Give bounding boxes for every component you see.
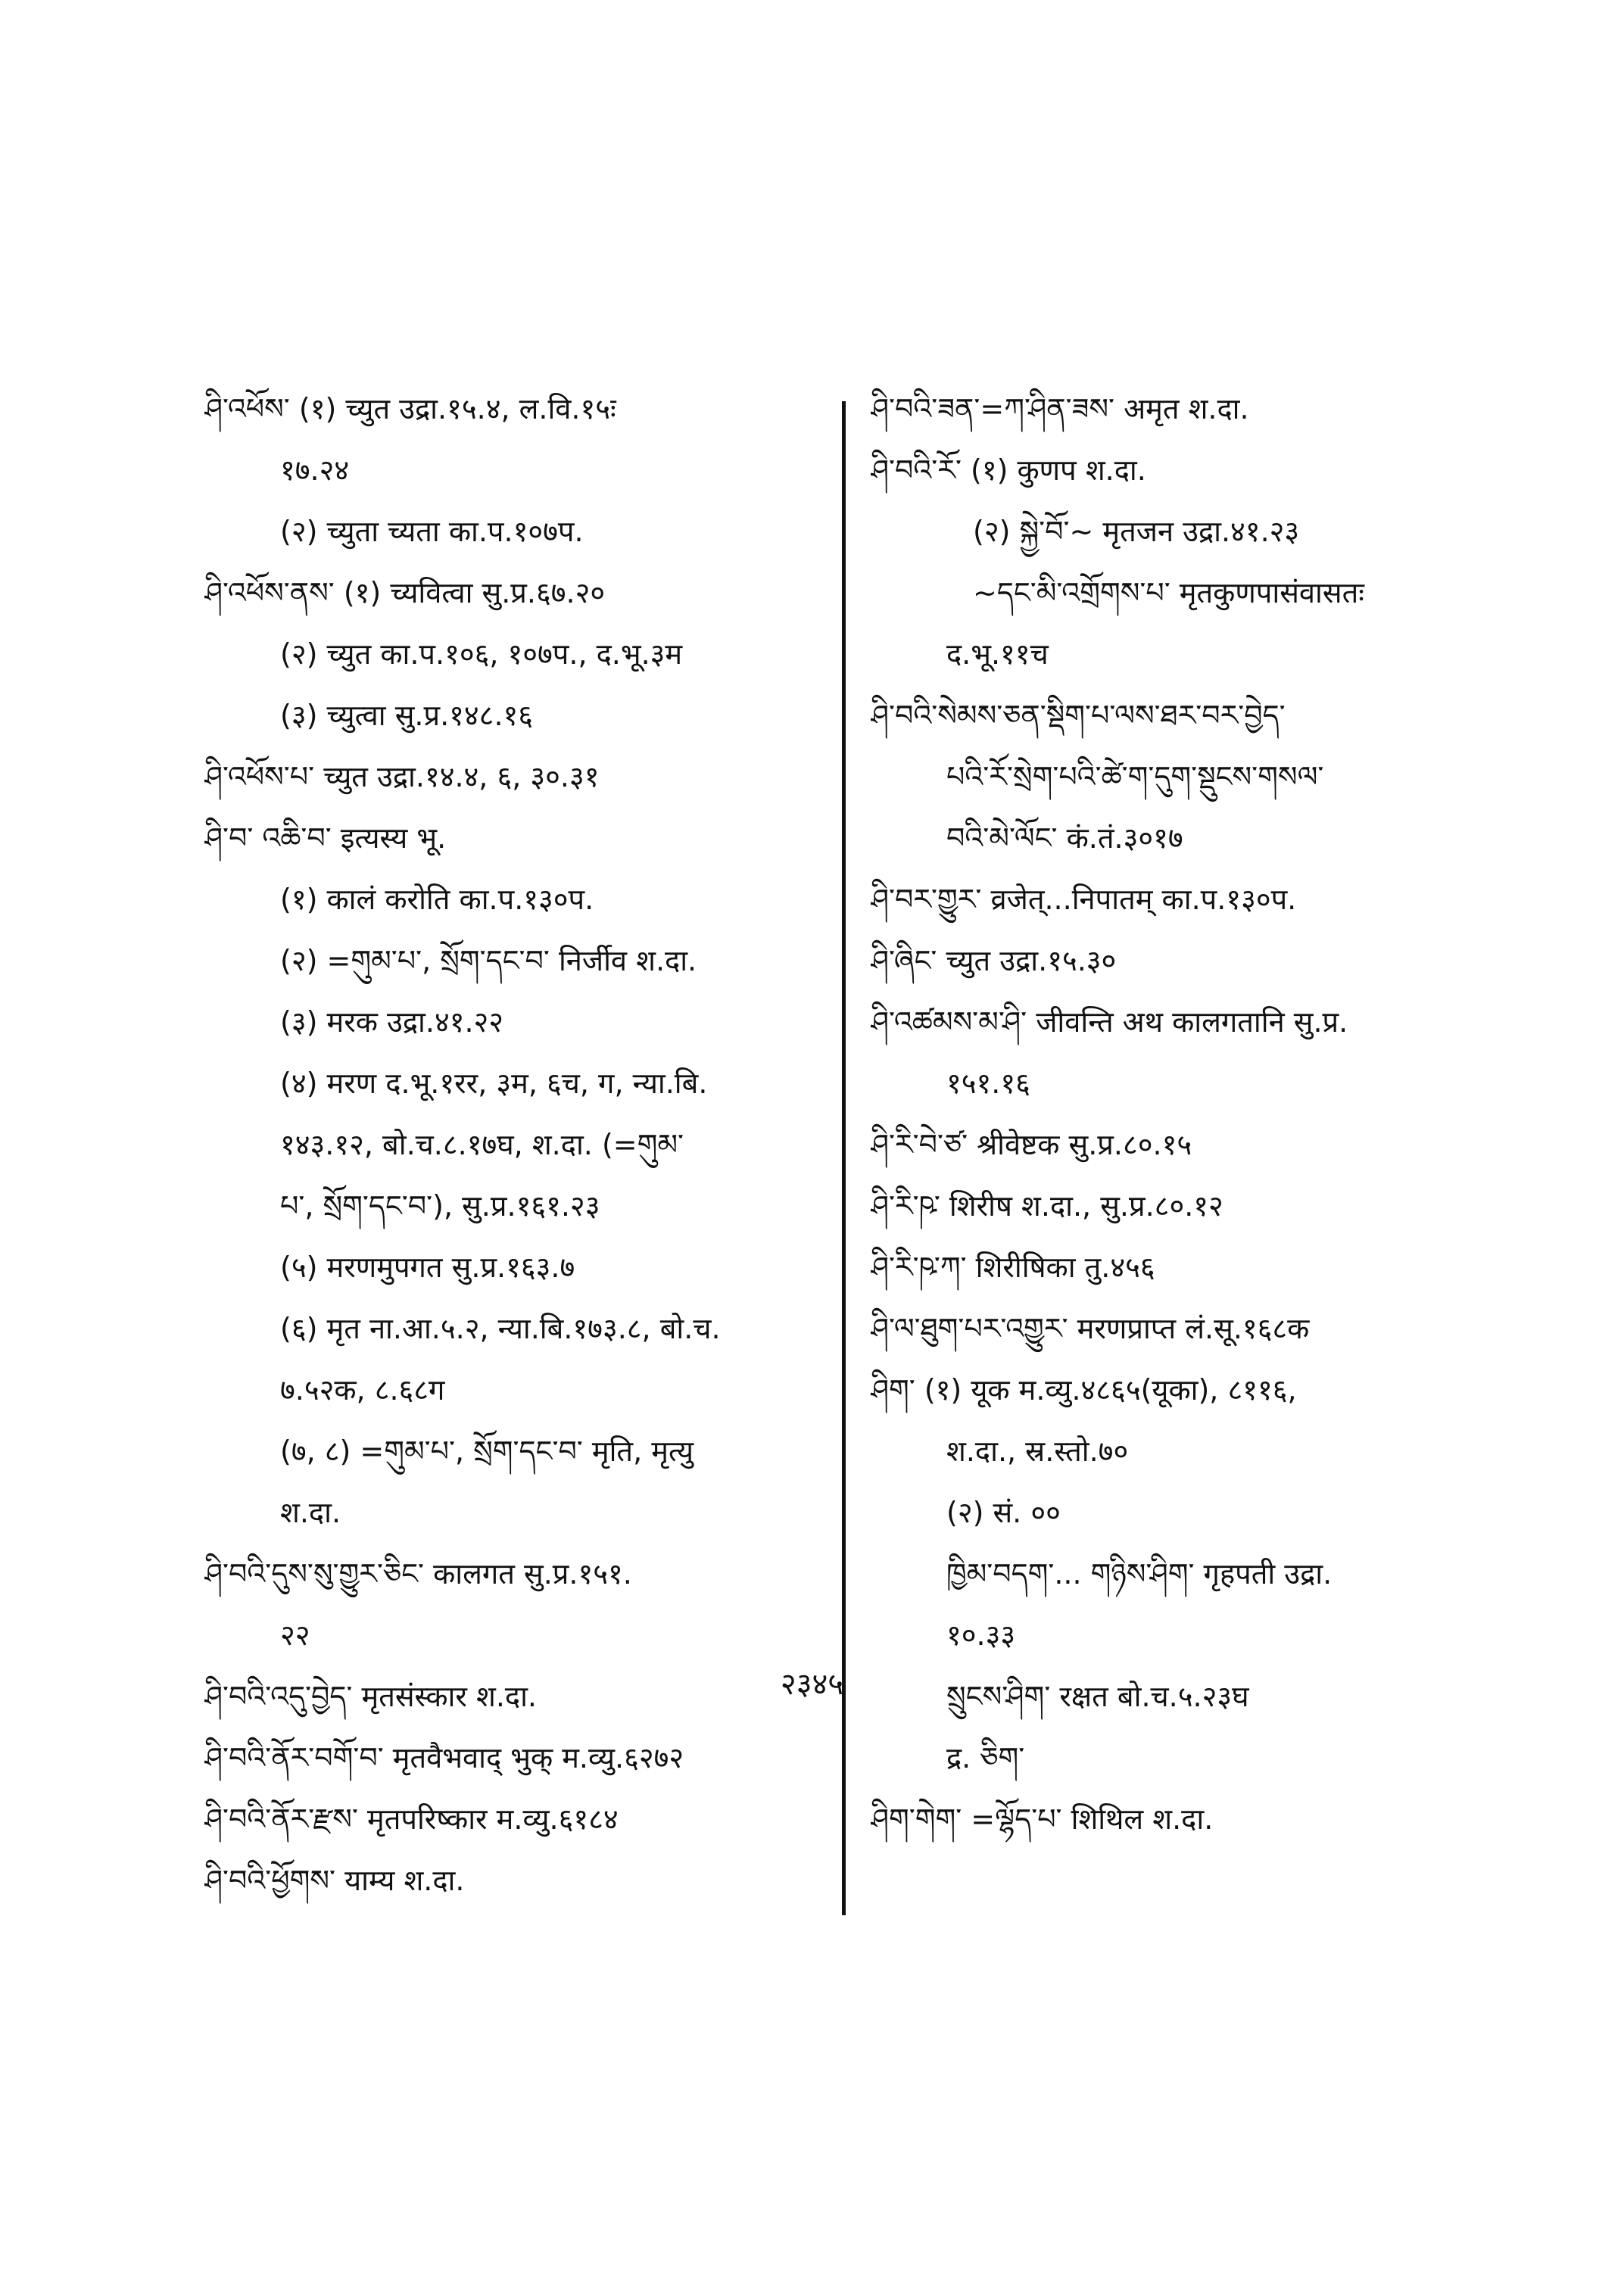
dictionary-line: (२) सं. ०० [946, 1495, 1061, 1529]
dictionary-line: ~དང་མི་འགྲོགས་པ་ मृतकुणपासंवासतः [973, 575, 1364, 609]
dictionary-line: २२ [280, 1618, 310, 1652]
dictionary-line: (२) च्युता च्यता का.प.१०७प. [280, 514, 584, 548]
dictionary-line: (३) मरक उद्रा.४१.२२ [280, 1005, 504, 1039]
page-number: २३४५ [780, 1667, 844, 1702]
dictionary-line: ཤིག་གེག་ =ལྷོད་པ་ शिथिल श.दा. [871, 1802, 1214, 1836]
dictionary-line: ཤི་འཕོས་ (१) च्युत उद्रा.१५.४, ल.वि.१५ः [204, 391, 616, 425]
dictionary-line: (२) སྐྱེ་བོ་~ मृतजन उद्रा.४१.२३ [973, 514, 1300, 548]
dictionary-line: ཤི་བ་ འཆི་བ་ इत्यस्य भू. [204, 821, 447, 855]
dictionary-line: (१) कालं करोति का.प.१३०प. [280, 882, 594, 916]
dictionary-line: པའི་རོ་སྲེག་པའི་ཚེ་ག་དུག་སྡུངས་གསལ་ [946, 759, 1324, 793]
dictionary-line: १७.२४ [280, 453, 350, 487]
dictionary-line: ཤི་བའི་སེམས་ཅན་སྡིག་པ་ལས་ཐར་བར་བྱེད་ [871, 698, 1286, 732]
dictionary-line: (२) =གུམ་པ་, སྲོག་དང་བ་ निर्जीव श.दा. [280, 943, 697, 977]
dictionary-line: ७.५२क, ८.६८ग [280, 1372, 445, 1407]
dictionary-line: ཤི་བའི་འདུ་བྱེད་ मृतसंस्कार श.दा. [204, 1679, 537, 1713]
dictionary-line: ཤི་བའི་ཟན་=ཀ་ཤིན་ཟས་ अमृत श.दा. [871, 391, 1249, 425]
dictionary-line: ཤི་བའི་དུས་སུ་གྱུར་ཅིང་ कालगत सु.प्र.१५१. [204, 1556, 632, 1590]
dictionary-line: ཤི་ཞིང་ च्युत उद्रा.१५.३० [871, 943, 1117, 977]
dictionary-line: १०.३३ [946, 1618, 1016, 1652]
dictionary-line: ཤི་རི་བེ་ཙ་ श्रीवेष्टक सु.प्र.८०.१५ [871, 1127, 1192, 1161]
dictionary-line: ཤི་བའི་ཕྱོགས་ याम्य श.दा. [204, 1863, 465, 1897]
dictionary-line: པ་, སྲོག་དང་བ་), सु.प्र.१६१.२३ [280, 1189, 600, 1223]
dictionary-line: द.भू.११च [946, 637, 1049, 671]
dictionary-line: ཤི་བའི་ནོར་རྫས་ मृतपरिष्कार म.व्यु.६१८४ [204, 1802, 619, 1836]
dictionary-line: ཤི་འཕོས་ནས་ (१) च्यवित्वा सु.प्र.६७.२० [204, 575, 606, 609]
dictionary-line: श.दा., स्र.स्तो.७० [946, 1434, 1129, 1468]
dictionary-line: (६) मृत ना.आ.५.२, न्या.बि.१७३.८, बो.च. [280, 1311, 721, 1345]
dictionary-line: १४३.१२, बो.च.८.१७घ, श.दा. (=གུམ་ [280, 1127, 684, 1161]
dictionary-line: (७, ८) =གུམ་པ་, སྲོག་དང་བ་ मृति, मृत्यु [280, 1434, 694, 1468]
dictionary-line: ཁྱིམ་བདག་... གཉིས་ཤིག་ गृहपती उद्रा. [946, 1556, 1333, 1590]
dictionary-line: ཤི་འཚམས་མ་ཤི་ जीवन्ति अथ कालगतानि सु.प्र. [871, 1005, 1348, 1039]
dictionary-line: द्र. ཅིག་ [946, 1740, 1025, 1774]
dictionary-line: (२) च्युत का.प.१०६, १०७प., द.भू.३म [280, 637, 683, 671]
right-column [871, 379, 1537, 1850]
dictionary-line: བའི་མེ་ལོང་ कं.तं.३०१७ [946, 821, 1183, 855]
dictionary-line: (४) मरण द.भू.१रर, ३म, ६च, ग, न्या.बि. [280, 1066, 708, 1100]
dictionary-line: ཤི་བའི་ནོར་བགོ་བ་ मृतवैभवाद् भुक् म.व्यु.६२७२ [204, 1740, 684, 1774]
dictionary-line: སྲུངས་ཤིག་ रक्षत बो.च.५.२३घ [946, 1679, 1249, 1713]
dictionary-line: ཤི་ལ་ཐུག་པར་འགྱུར་ मरणप्राप्त लं.सू.१६८क [871, 1311, 1310, 1345]
dictionary-line: ཤིག་ (१) यूक म.व्यु.४८६५(यूका), ८११६, [871, 1372, 1297, 1407]
dictionary-line: (५) मरणमुपगत सु.प्र.१६३.७ [280, 1250, 575, 1284]
dictionary-line: ཤི་འཕོས་པ་ च्युत उद्रा.१४.४, ६, ३०.३१ [204, 759, 600, 793]
dictionary-line: ཤི་རི་ཥ་ शिरीष श.दा., सु.प्र.८०.१२ [871, 1189, 1223, 1223]
dictionary-line: ཤི་བའི་རོ་ (१) कुणप श.दा. [871, 453, 1146, 487]
dictionary-line: (३) च्युत्वा सु.प्र.१४८.१६ [280, 698, 534, 732]
dictionary-line: १५१.१६ [946, 1066, 1030, 1100]
dictionary-line: श.दा. [280, 1495, 341, 1529]
dictionary-line: ཤི་རི་ཥ་ཀ་ शिरीषिका तु.४५६ [871, 1250, 1155, 1284]
dictionary-line: ཤི་བར་གྱུར་ व्रजेत्...निपातम् का.प.१३०प. [871, 882, 1297, 916]
